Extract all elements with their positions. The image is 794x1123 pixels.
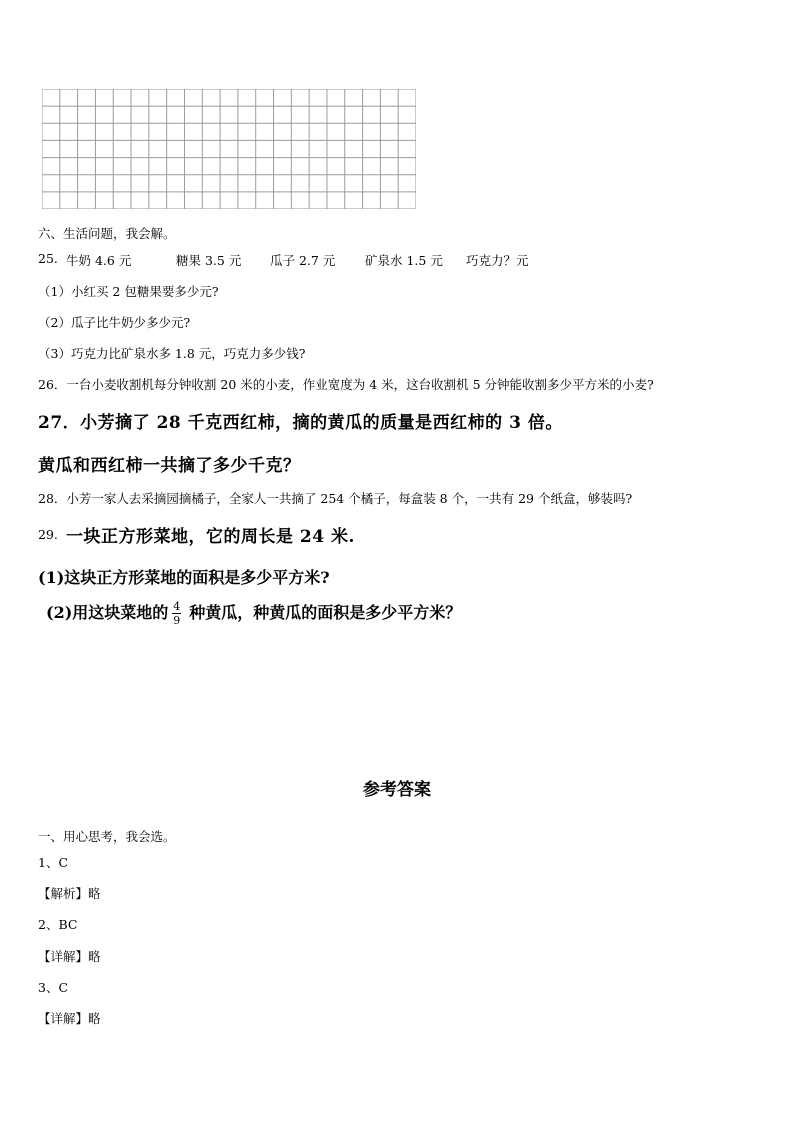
fraction-numerator: 4 xyxy=(173,600,181,613)
q28-text: 28．小芳一家人去采摘园摘橘子，全家人一共摘了 254 个橘子，每盒装 8 个，一共有 29 个纸盒，够装吗? xyxy=(38,491,633,506)
q25-sub2: （2）瓜子比牛奶少多少元? xyxy=(38,315,191,330)
answer-3-note: 【详解】略 xyxy=(38,1011,101,1026)
answer-1: 1、C xyxy=(38,855,69,870)
answer-1-note: 【解析】略 xyxy=(38,886,101,901)
q29-line3 xyxy=(46,600,461,627)
q29-line3-after: 种黄瓜，种黄瓜的面积是多少平方米？ xyxy=(189,603,462,622)
q27-line1: 27．小芳摘了 28 千克西红柿，摘的黄瓜的质量是西红柿的 3 倍。 xyxy=(38,413,563,433)
answer-2: 2、BC xyxy=(38,917,78,932)
q29-number: 29. xyxy=(38,527,58,542)
grid-paper xyxy=(42,89,416,209)
fraction-denominator: 9 xyxy=(173,614,181,627)
q25-item-water: 矿泉水 1.5 元 xyxy=(365,253,443,268)
q25-sub1: （1）小红买 2 包糖果要多少元? xyxy=(38,284,219,299)
q25-item-chocolate: 巧克力？元 xyxy=(466,253,529,268)
q29-line3-before: (2)用这块菜地的 xyxy=(46,603,169,622)
section-heading-life-problems: 六、生活问题，我会解。 xyxy=(38,226,176,241)
q25-item-candy: 糖果 3.5 元 xyxy=(176,253,242,268)
fraction-four-ninths xyxy=(172,600,181,627)
q27-line2: 黄瓜和西红柿一共摘了多少千克？ xyxy=(38,456,301,476)
q29-line2: (1)这块正方形菜地的面积是多少平方米? xyxy=(38,568,330,587)
answer-3: 3、C xyxy=(38,980,69,995)
answer-2-note: 【详解】略 xyxy=(38,949,101,964)
q25-item-milk: 牛奶 4.6 元 xyxy=(66,253,132,268)
q25-sub3: （3）巧克力比矿泉水多 1.8 元，巧克力多少钱? xyxy=(38,346,306,361)
answers-section1-heading: 一、用心思考，我会选。 xyxy=(38,829,176,844)
q25-number: 25. xyxy=(38,251,58,266)
q25-item-seeds: 瓜子 2.7 元 xyxy=(270,253,336,268)
q29-line1: 一块正方形菜地，它的周长是 24 米. xyxy=(66,527,355,547)
q26-text: 26．一台小麦收割机每分钟收割 20 米的小麦，作业宽度为 4 米，这台收割机 5 分钟能收割多少平方米的小麦? xyxy=(38,377,654,392)
answers-title: 参考答案 xyxy=(363,780,431,800)
